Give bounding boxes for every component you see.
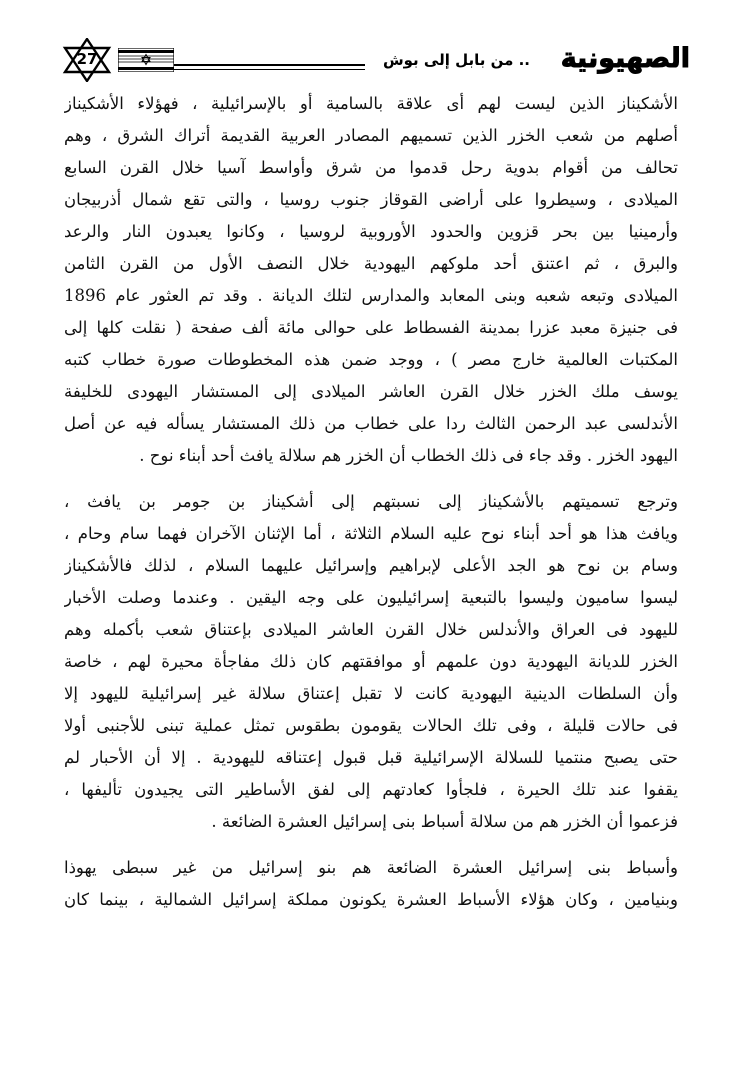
paragraph-gap [64,838,678,852]
text-line: الميلادى وتبعه شعبه وبنى المعابد والمدارس لتلك الديانة . وقد تم العثور عام 1896 [64,286,678,305]
text-line: الميلادى ، وسيطروا على أراضى القوقاز جنوب روسيا ، والتى تقع شمال أذربيجان [64,190,678,209]
paragraph [64,852,678,916]
header-rule-thin [174,69,365,70]
book-title: الصهيونية [560,43,690,74]
text-line: الخزر للديانة اليهودية دون علمهم أو موافقتهم كان ذلك مفاجأة محيرة لهم ، خاصة [64,652,678,671]
text-line: أصلهم من شعب الخزر الذين تسميهم المصادر العربية القديمة أتراك الشرق ، وهم [64,126,678,145]
text-line: يوسف ملك الخزر خلال القرن العاشر الميلادى إلى المستشار اليهودى للخليفة [64,382,678,401]
text-line: حتى يصبح منتميا للسلالة الإسرائيلية قبل قبول إعتناقه لليهودية . إلا أن الأحبار لم [64,748,678,767]
text-line: لليهود فى العراق والأندلس خلال القرن العاشر الميلادى بإعتناق شعب بأكمله وهم [64,620,678,639]
text-line: وسام بن نوح هو الجد الأعلى لإبراهيم وإسرائيل عليهما السلام ، لذلك فالأشكيناز [64,556,678,575]
text-line: وبنيامين ، وكان هؤلاء الأسباط العشرة يكونون مملكة إسرائيل الشمالية ، بينما كان [64,890,678,909]
text-line: فى حالات قليلة ، وفى تلك الحالات يقومون بطقوس تمثل عملية تبنى للأجنبى أولا [64,716,678,735]
text-line: والبرق ، ثم اعتنق أحد ملوكهم اليهودية خلال النصف الأول من القرن الثامن [64,254,678,273]
body-text [64,88,678,916]
text-line: اليهود الخزر . وقد جاء فى ذلك الخطاب أن الخزر هم سلالة يافث أحد أبناء نوح . [139,446,678,465]
text-line: تحالف من أقوام بدوية رحل قدموا من شرق وأواسط آسيا خلال القرن السابع [64,158,678,177]
text-line: ويافث هذا هو أحد أبناء نوح عليه السلام الثلاثة ، أما الإثنان الآخران فهما سام وحام ، [64,524,678,543]
text-line: ليسوا ساميون وليسوا بالتبعية إسرائيليون على وجه اليقين . وعندما وصلت الأخبار [64,588,678,607]
book-subtitle: .. من بابل إلى بوش [382,51,530,69]
paragraph-gap [64,472,678,486]
text-line: وأن السلطات الدينية اليهودية كانت لا تقبل إعتناق سلالة غير إسرائيلية لليهود إلا [64,684,678,703]
text-line: يقفوا عند تلك الحيرة ، فلجأوا كعادتهم إلى لفق الأساطير التى يجيدون تأليفها ، [64,780,678,799]
text-line: الأندلسى عبد الرحمن الثالث ردا على خطاب من ذلك المستشار يسأله فيه عن أصل [64,414,678,433]
text-line: المكتبات العالمية خارج مصر ) ، ووجد ضمن هذه المخطوطات صورة خطاب كتبه [64,350,678,369]
text-line: فى جنيزة معبد عزرا بمدينة الفسطاط على حوالى مائة ألف صفحة ( نقلت كلها إلى [64,318,678,337]
text-line: فزعموا أن الخزر هم من سلالة أسباط بنى إسرائيل العشرة الضائعة . [211,812,678,831]
text-line: وترجع تسميتهم بالأشكيناز إلى نسبتهم إلى أشكيناز بن جومر بن يافث ، [64,492,678,511]
header-rule [174,64,365,66]
paragraph [64,486,678,838]
text-line: وأسباط بنى إسرائيل العشرة الضائعة هم بنو إسرائيل من غير سبطى يهوذا [64,858,678,877]
paragraph [64,88,678,472]
running-header [62,42,690,78]
text-line: الأشكيناز الذين ليست لهم أى علاقة بالسامية أو بالإسرائيلية ، فهؤلاء الأشكيناز [64,94,678,113]
page-number: 27 [76,50,98,68]
israeli-flag-icon [118,48,174,72]
text-line: وأرمينيا بين بحر قزوين والحدود الأوروبية لروسيا ، وكانوا يعبدون النار والرعد [64,222,678,241]
